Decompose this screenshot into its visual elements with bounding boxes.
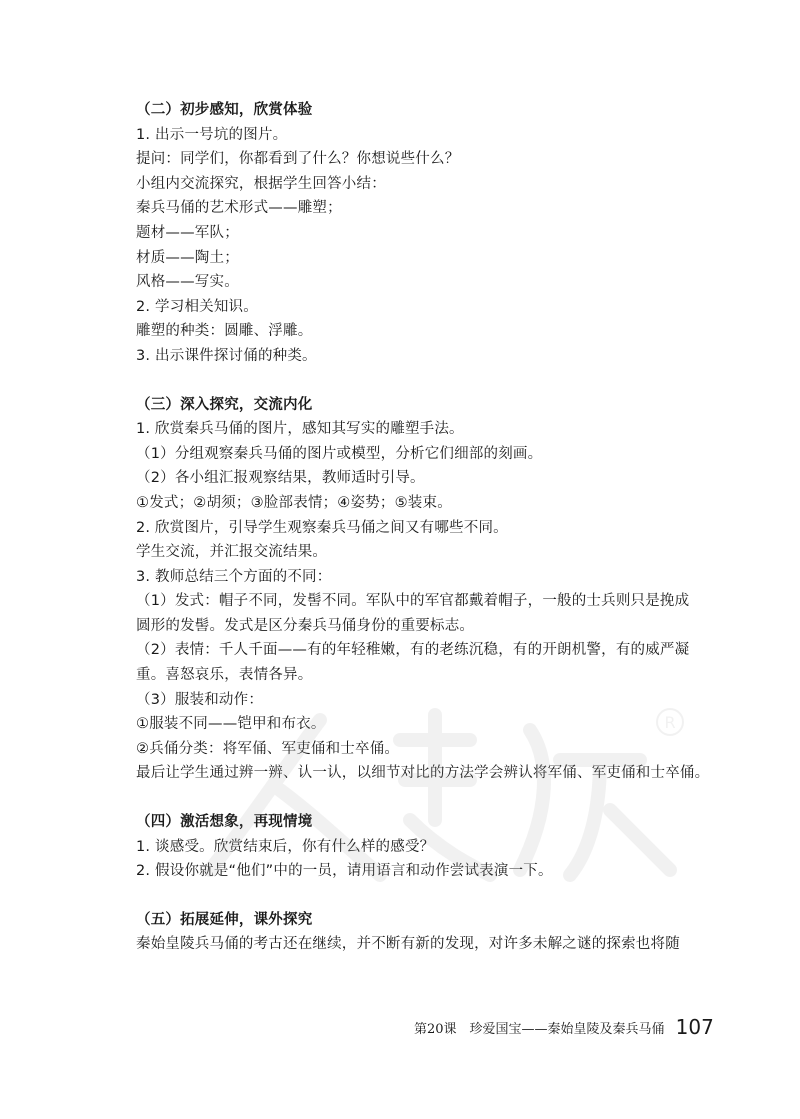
section-4 xyxy=(136,810,722,884)
text-line: 提问：同学们，你都看到了什么？你想说些什么？ xyxy=(136,151,460,168)
section-heading: （三）深入探究，交流内化 xyxy=(136,396,313,413)
text-line: 3. 教师总结三个方面的不同： xyxy=(136,568,332,585)
section-heading: （二）初步感知，欣赏体验 xyxy=(136,102,313,118)
text-line: 秦兵马俑的艺术形式——雕塑； xyxy=(136,200,342,217)
text-line: 1. 出示一号坑的图片。 xyxy=(136,126,288,143)
text-line: 2. 假设你就是“他们”中的一员，请用语言和动作尝试表演一下。 xyxy=(136,863,553,880)
text-line: 2. 学习相关知识。 xyxy=(136,298,258,315)
text-line: （2）表情：千人千面——有的年轻稚嫩，有的老练沉稳，有的开朗机警，有的威严凝 xyxy=(136,642,690,659)
text-line: 最后让学生通过辨一辨、认一认，以细节对比的方法学会辨认将军俑、军吏俑和士卒俑。 xyxy=(136,765,710,782)
page-number: 107 xyxy=(675,1015,714,1039)
text-line: 3. 出示课件探讨俑的种类。 xyxy=(136,347,317,364)
section-2 xyxy=(136,98,722,369)
text-line: 秦始皇陵兵马俑的考古还在继续，并不断有新的发现，对许多未解之谜的探索也将随 xyxy=(136,936,680,953)
text-line: 1. 谈感受。欣赏结束后，你有什么样的感受？ xyxy=(136,838,435,855)
text-line: 圆形的发髻。发式是区分秦兵马俑身份的重要标志。 xyxy=(136,617,475,634)
text-line: 1. 欣赏秦兵马俑的图片，感知其写实的雕塑手法。 xyxy=(136,421,464,438)
text-line: 2. 欣赏图片，引导学生观察秦兵马俑之间又有哪些不同。 xyxy=(136,519,508,536)
text-line: ①发式；②胡须；③脸部表情；④姿势；⑤装束。 xyxy=(136,494,452,511)
text-line: 学生交流，并汇报交流结果。 xyxy=(136,544,328,561)
section-heading: （四）激活想象，再现情境 xyxy=(136,814,313,831)
section-gap xyxy=(136,884,722,908)
text-line: （2）各小组汇报观察结果，教师适时引导。 xyxy=(136,470,425,487)
text-line: 重。喜怒哀乐，表情各异。 xyxy=(136,667,313,684)
text-line: （3）服装和动作： xyxy=(136,691,264,708)
text-line: 风格——写实。 xyxy=(136,274,239,291)
text-line: 小组内交流探究，根据学生回答小结： xyxy=(136,175,386,192)
section-5 xyxy=(136,908,722,957)
section-gap xyxy=(136,786,722,810)
text-line: （1）分组观察秦兵马俑的图片或模型，分析它们细部的刻画。 xyxy=(136,445,543,462)
footer-lesson-title: 第20课 珍爱国宝——秦始皇陵及秦兵马俑 xyxy=(414,1022,665,1037)
text-line: 材质——陶土； xyxy=(136,249,239,266)
page-footer xyxy=(414,1014,714,1040)
text-line: 题材——军队； xyxy=(136,224,239,241)
section-heading: （五）拓展延伸，课外探究 xyxy=(136,911,313,928)
text-line: ①服装不同——铠甲和布衣。 xyxy=(136,716,326,733)
text-line: 雕塑的种类：圆雕、浮雕。 xyxy=(136,323,313,340)
page-content xyxy=(136,98,722,957)
section-gap xyxy=(136,369,722,393)
text-line: ②兵俑分类：将军俑、军吏俑和士卒俑。 xyxy=(136,740,400,757)
registered-mark-glyph: R xyxy=(664,713,676,732)
text-line: （1）发式：帽子不同，发髻不同。军队中的军官都戴着帽子，一般的士兵则只是挽成 xyxy=(136,593,690,610)
section-3 xyxy=(136,393,722,787)
